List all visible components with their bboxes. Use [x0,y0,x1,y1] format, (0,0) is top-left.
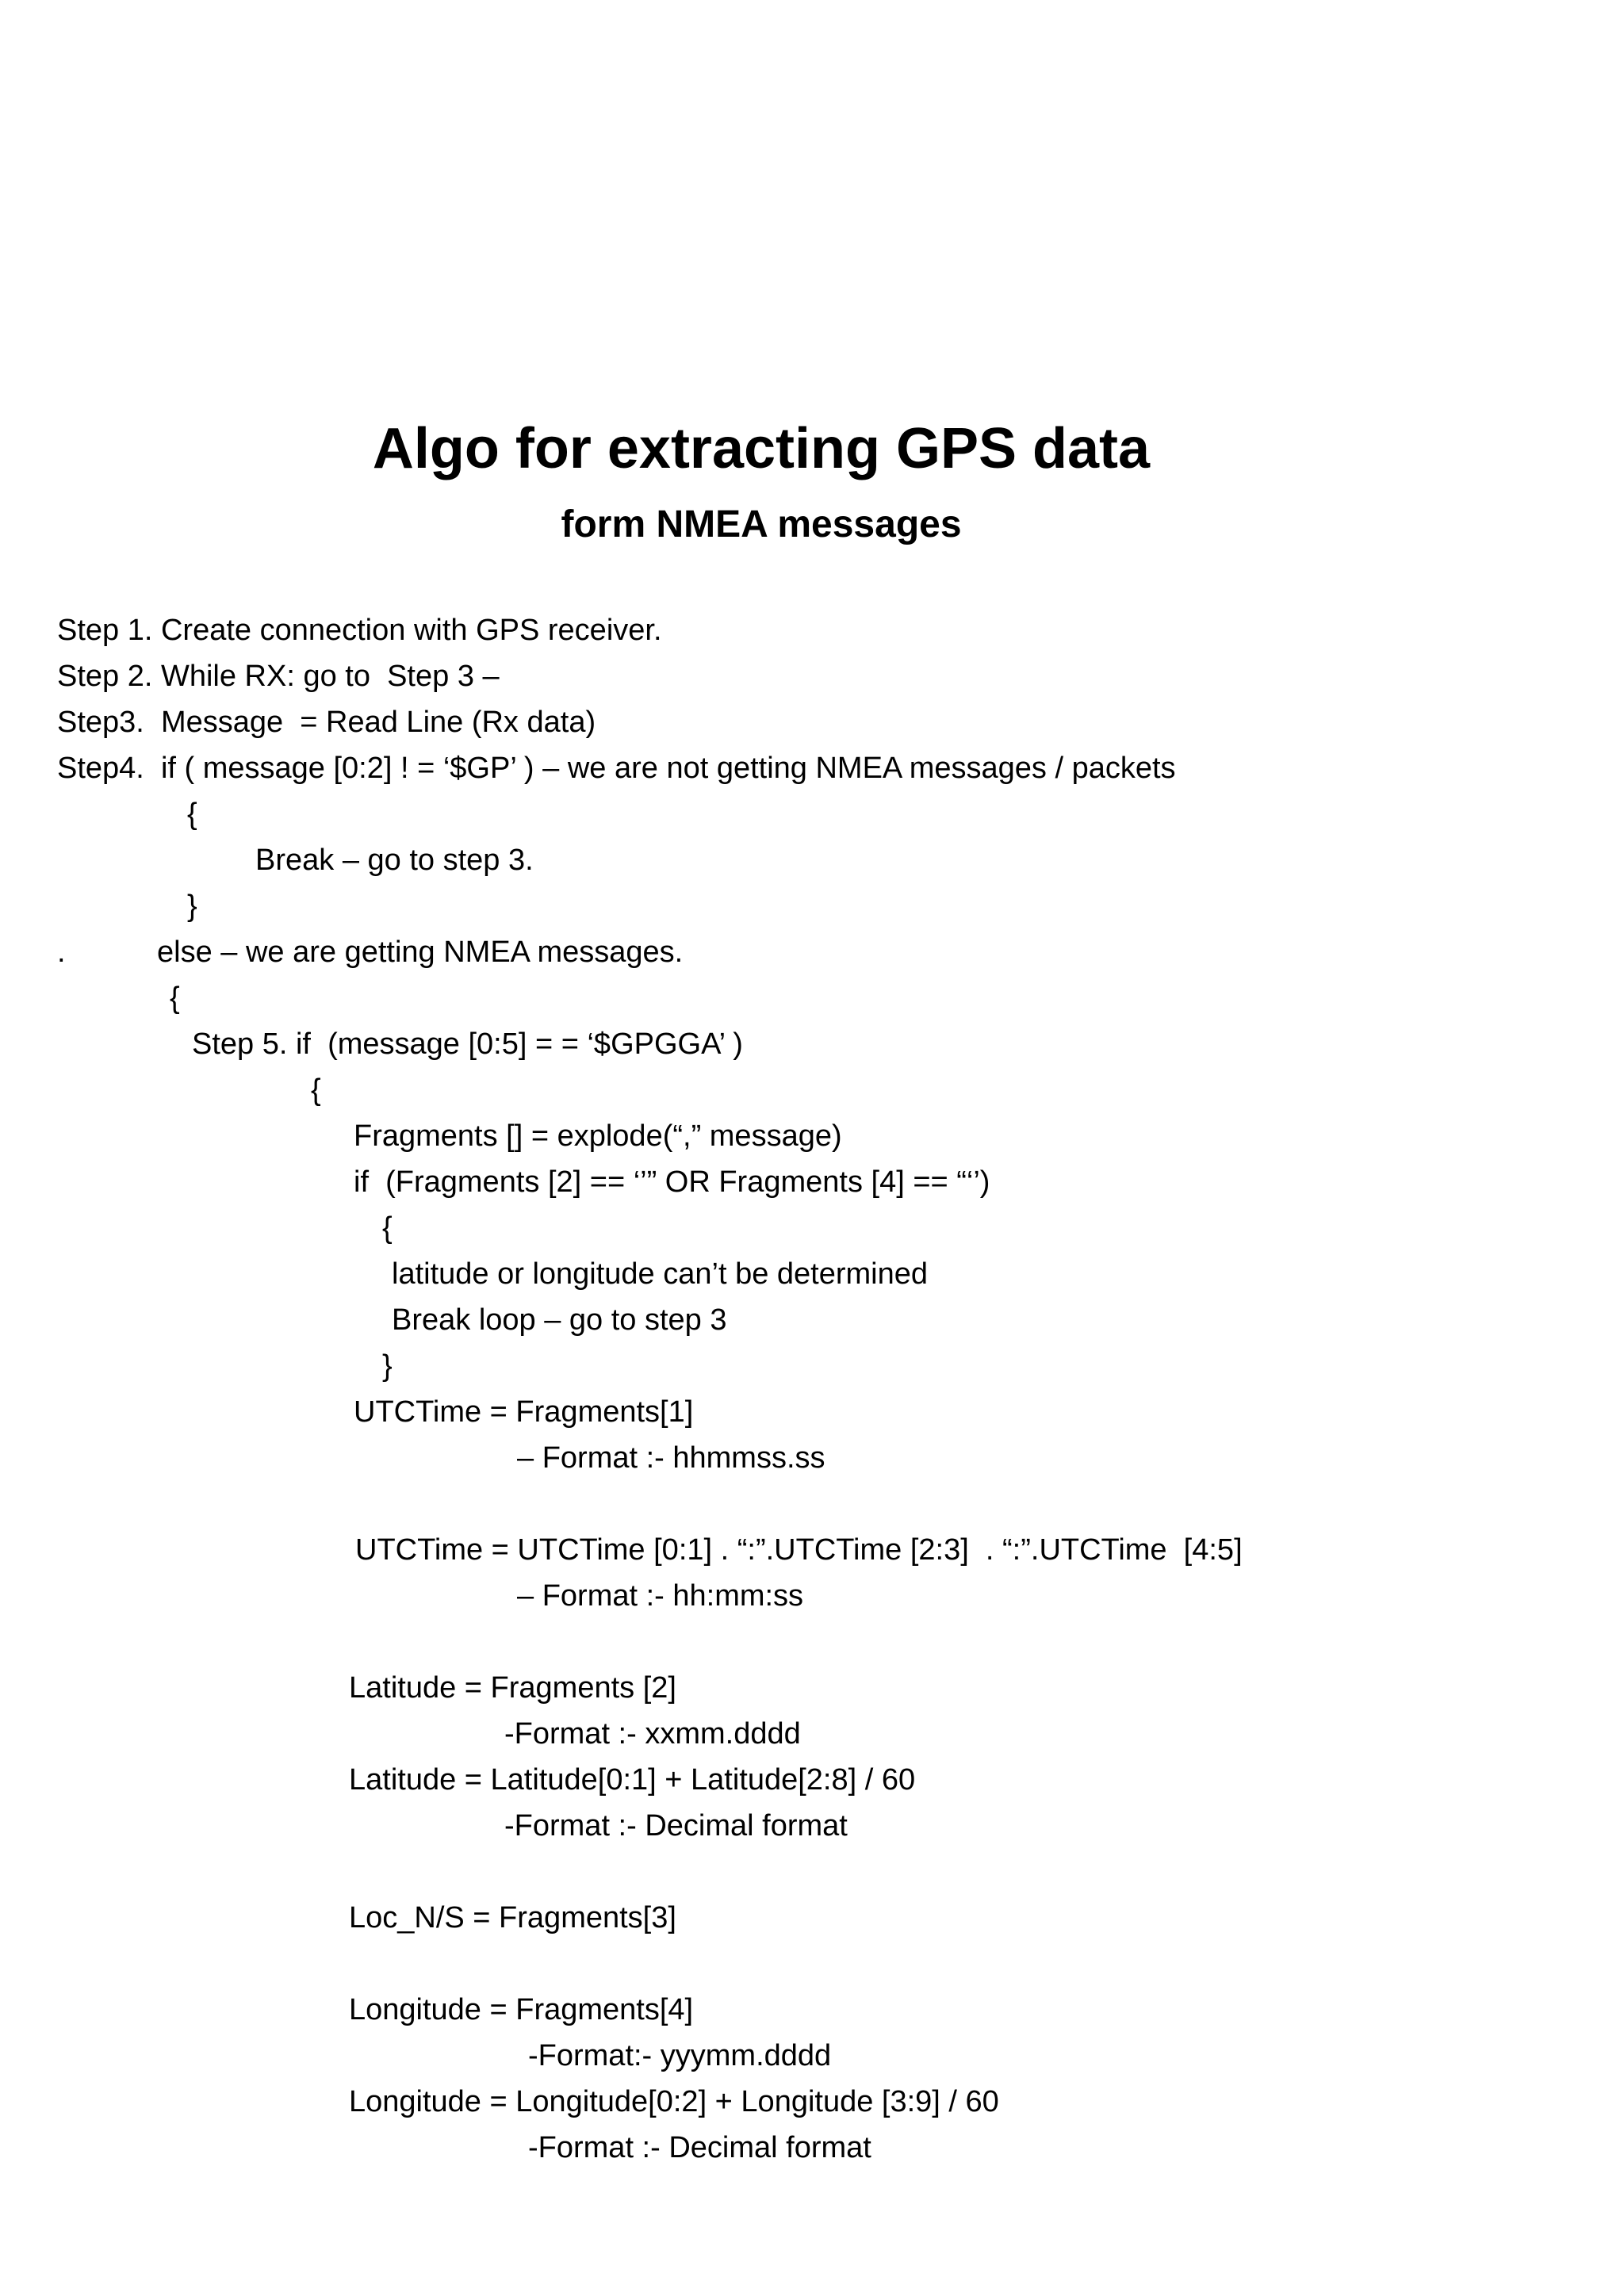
close-brace-line: } [382,1349,393,1383]
format-note-line: – Format :- hhmmss.ss [517,1441,825,1475]
format-note-line: – Format :- hh:mm:ss [517,1579,804,1613]
step-5-line: Step 5. if (message [0:5] = = ‘$GPGGA’ ) [192,1027,743,1061]
open-brace-line: { [187,798,197,831]
format-note-line: -Format :- Decimal format [504,1809,848,1843]
else-line: else – we are getting NMEA messages. [157,936,684,969]
step-1-line: Step 1. Create connection with GPS receiver. [57,614,662,647]
format-note-line: -Format:- yyymm.dddd [528,2039,832,2072]
utctime-line: UTCTime = Fragments[1] [354,1395,694,1429]
format-note-line: -Format :- Decimal format [528,2131,871,2164]
longitude-convert-line: Longitude = Longitude[0:2] + Longitude [3:9] / 60 [349,2085,999,2118]
open-brace-line: { [382,1211,393,1245]
loc-ns-line: Loc_N/S = Fragments[3] [349,1901,676,1934]
lat-lon-undetermined-line: latitude or longitude can’t be determined [392,1257,929,1291]
longitude-line: Longitude = Fragments[4] [349,1993,694,2026]
step-4-line: Step4. if ( message [0:2] ! = ‘$GP’ ) – we are not getting NMEA messages / packets [57,752,1176,785]
latitude-line: Latitude = Fragments [2] [349,1671,676,1705]
close-brace-line: } [187,890,197,923]
if-fragments-line: if (Fragments [2] == ‘’” OR Fragments [4] == “‘’) [354,1165,990,1199]
break-loop-line: Break loop – go to step 3 [392,1303,727,1337]
document-subtitle: form NMEA messages [561,503,962,545]
open-brace-line: { [311,1073,321,1107]
dot-marker: . [57,936,66,969]
document-title: Algo for extracting GPS data [372,417,1151,480]
open-brace-line: { [170,982,180,1015]
latitude-convert-line: Latitude = Latitude[0:1] + Latitude[2:8] / 60 [349,1763,916,1797]
step-3-line: Step3. Message = Read Line (Rx data) [57,706,596,739]
format-note-line: -Format :- xxmm.dddd [504,1717,801,1751]
fragments-line: Fragments [] = explode(“,” message) [354,1119,842,1153]
utctime-concat-line: UTCTime = UTCTime [0:1] . “:”.UTCTime [2:3] . “:”.UTCTime [4:5] [355,1533,1243,1567]
break-line: Break – go to step 3. [255,844,534,877]
step-2-line: Step 2. While RX: go to Step 3 – [57,660,500,693]
